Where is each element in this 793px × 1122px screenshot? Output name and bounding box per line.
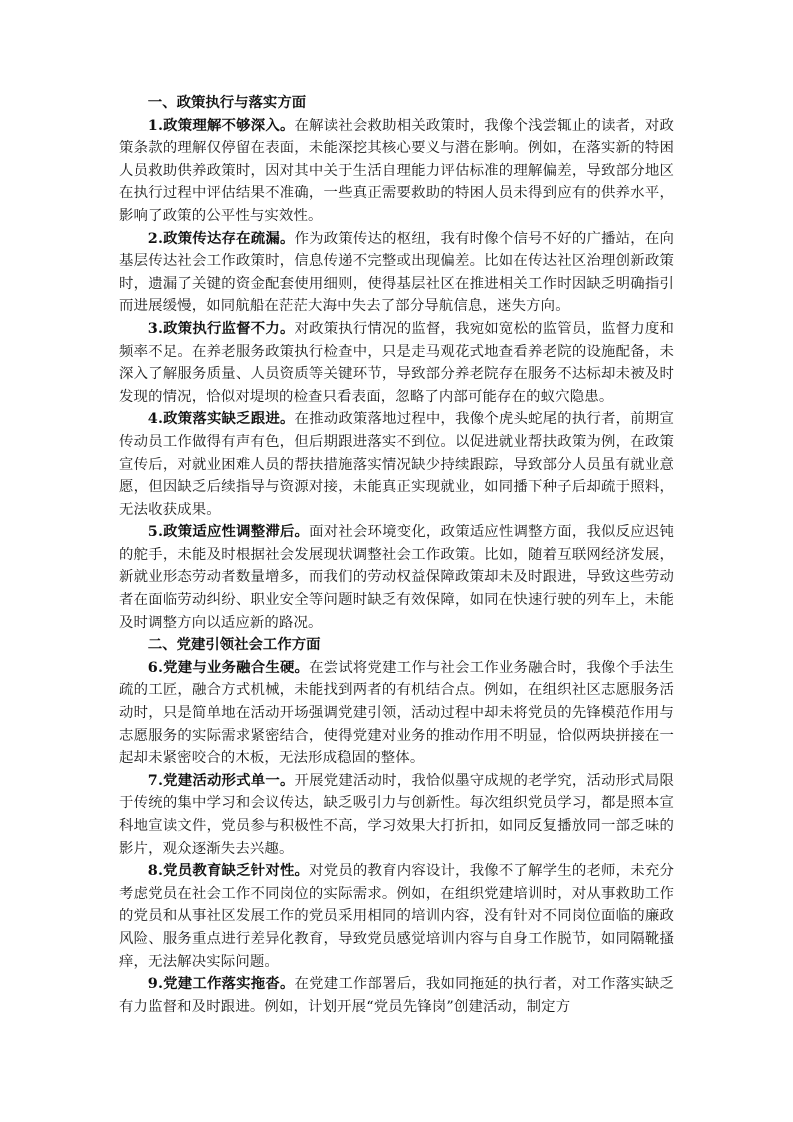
paragraph-item-5 (119, 521, 674, 634)
paragraph-item-8 (119, 860, 674, 973)
item-text: 对党员的教育内容设计，我像不了解学生的老师，未充分考虑党员在社会工作不同岗位的实际需求。例如，在组织党建培训时，对从事救助工作的党员和从事社区发展工作的党员采用相同的培训内容，没有针对不同岗位面临的廉政风险、服务重点进行差异化教育，导致党员感觉培训内容与自身工作脱节，如同隔靴搔痒，无法解决实际问题。 (119, 863, 674, 970)
section-heading: 二、党建引领社会工作方面 (147, 636, 321, 654)
item-title: 9.党建工作落实拖沓。 (147, 975, 295, 993)
item-title: 6.党建与业务融合生硬。 (147, 658, 310, 676)
paragraph-item-2 (119, 228, 674, 318)
item-title: 8.党员教育缺乏针对性。 (147, 862, 310, 880)
item-text: 在解读社会救助相关政策时，我像个浅尝辄止的读者，对政策条款的理解仅停留在表面，未能深挖其核心要义与潜在影响。例如，在落实新的特困人员救助供养政策时，因对其中关于生活自理能力评估标准的理解偏差，导致部分地区在执行过程中评估结果不准确，一些真正需要救助的特困人员未得到应有的供养水平，影响了政策的公平性与实效性。 (119, 117, 674, 224)
item-text: 作为政策传达的枢纽，我有时像个信号不好的广播站，在向基层传达社会工作政策时，信息传递不完整或出现偏差。比如在传达社区治理创新政策时，遗漏了关键的资金配套使用细则，使得基层社区在推进相关工作时因缺乏明确指引而进展缓慢，如同航船在茫茫大海中失去了部分导航信息，迷失方向。 (119, 230, 674, 315)
item-text: 在尝试将党建工作与社会工作业务融合时，我像个手法生疏的工匠，融合方式机械，未能找到两者的有机结合点。例如，在组织社区志愿服务活动时，只是简单地在活动开场强调党建引领，活动过程中却未将党员的先锋模范作用与志愿服务的实际需求紧密结合，使得党建对业务的推动作用不明显，恰似两块拼接在一起却未紧密咬合的木板，无法形成稳固的整体。 (119, 659, 674, 767)
document-body (119, 92, 674, 1018)
section-heading: 一、政策执行与落实方面 (147, 94, 307, 111)
item-title: 2.政策传达存在疏漏。 (147, 229, 295, 247)
item-title: 3.政策执行监督不力。 (147, 319, 295, 337)
item-title: 4.政策落实缺乏跟进。 (147, 410, 295, 428)
item-text: 在党建工作部署后，我如同拖延的执行者，对工作落实缺乏有力监督和及时跟进。例如，计划开展“党员先锋岗”创建活动，制定方 (119, 976, 674, 1015)
item-title: 1.政策理解不够深入。 (147, 116, 295, 134)
paragraph-item-9 (119, 973, 674, 1018)
paragraph-item-1 (119, 115, 674, 228)
paragraph-item-3 (119, 318, 674, 408)
item-text: 开展党建活动时，我恰似墨守成规的老学究，活动形式局限于传统的集中学习和会议传达，缺乏吸引力与创新性。每次组织党员学习，都是照本宣科地宣读文件，党员参与积极性不高，学习效果大打折扣，如同反复播放同一部乏味的影片，观众逐渐失去兴趣。 (119, 772, 674, 857)
item-title: 5.政策适应性调整滞后。 (147, 523, 310, 541)
item-text: 对政策执行情况的监督，我宛如宽松的监管员，监督力度和频率不足。在养老服务政策执行检查中，只是走马观花式地查看养老院的设施配备，未深入了解服务质量、人员资质等关键环节，导致部分养老院存在服务不达标却未被及时发现的情况，恰似对堤坝的检查只看表面，忽略了内部可能存在的蚁穴隐患。 (119, 320, 674, 405)
item-title: 7.党建活动形式单一。 (147, 771, 295, 789)
paragraph-item-4 (119, 408, 674, 521)
item-text: 面对社会环境变化，政策适应性调整方面，我似反应迟钝的舵手，未能及时根据社会发展现状调整社会工作政策。比如，随着互联网经济发展，新就业形态劳动者数量增多，而我们的劳动权益保障政策却未及时跟进，导致这些劳动者在面临劳动纠纷、职业安全等问题时缺乏有效保障，如同在快速行驶的列车上，未能及时调整方向以适应新的路况。 (119, 524, 674, 631)
paragraph-item-6 (119, 657, 674, 770)
paragraph-item-7 (119, 770, 674, 860)
item-text: 在推动政策落地过程中，我像个虎头蛇尾的执行者，前期宣传动员工作做得有声有色，但后期跟进落实不到位。以促进就业帮扶政策为例，在政策宣传后，对就业困难人员的帮扶措施落实情况缺少持续跟踪，导致部分人员虽有就业意愿，但因缺乏后续指导与资源对接，未能真正实现就业，如同播下种子后却疏于照料，无法收获成果。 (119, 411, 674, 518)
